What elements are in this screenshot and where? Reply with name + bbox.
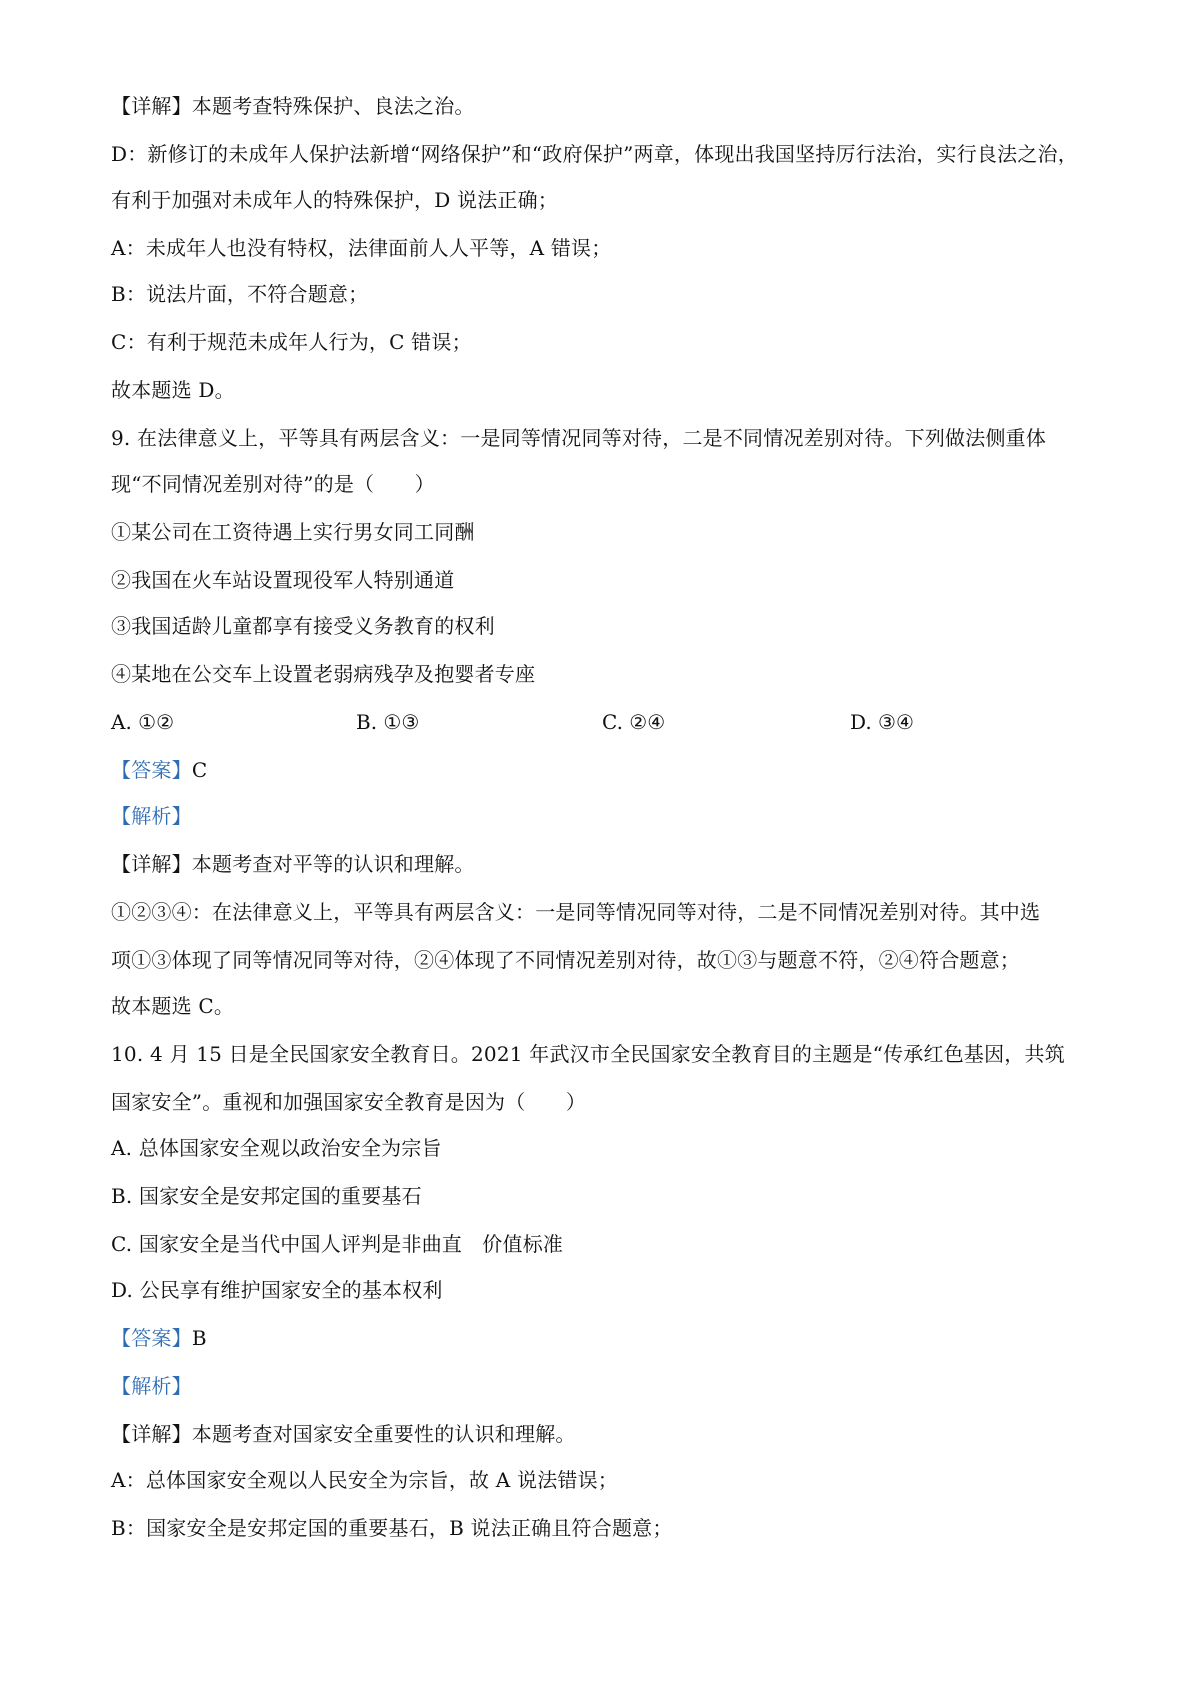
q10-answer-line — [111, 1324, 207, 1352]
analysis-tag: 【解析】 — [111, 804, 192, 828]
answer-value: C — [191, 758, 208, 782]
q9-option-a: A. ①② — [111, 710, 175, 734]
q10-option-b: B. 国家安全是安邦定国的重要基石 — [111, 1184, 422, 1208]
answer-tag: 【答案】 — [111, 1326, 192, 1350]
answer-tag: 【答案】 — [111, 758, 192, 782]
q9-answer-line — [111, 756, 207, 784]
conclusion-line: 故本题选 D。 — [111, 378, 235, 402]
explanation-line-d-cont: 有利于加强对未成年人的特殊保护，D 说法正确； — [111, 188, 558, 212]
q10-explanation-line-b: B：国家安全是安邦定国的重要基石，B 说法正确且符合题意； — [111, 1516, 673, 1540]
q10-option-d: D. 公民享有维护国家安全的基本权利 — [111, 1278, 443, 1302]
q10-detail-line: 【详解】本题考查对国家安全重要性的认识和理解。 — [111, 1422, 576, 1446]
q9-item-3: ③我国适龄儿童都享有接受义务教育的权利 — [111, 614, 495, 638]
q9-conclusion-line: 故本题选 C。 — [111, 994, 235, 1018]
q9-item-4: ④某地在公交车上设置老弱病残孕及抱婴者专座 — [111, 662, 536, 686]
q9-detail-line: 【详解】本题考查对平等的认识和理解。 — [111, 852, 475, 876]
q9-stem-line-2: 现“不同情况差别对待”的是（ ） — [111, 472, 435, 496]
explanation-line-b: B：说法片面，不符合题意； — [111, 282, 369, 306]
q9-option-b: B. ①③ — [356, 710, 420, 734]
detail-line: 【详解】本题考查特殊保护、良法之治。 — [111, 94, 475, 118]
q10-option-c: C. 国家安全是当代中国人评判是非曲直 价值标准 — [111, 1232, 564, 1256]
explanation-line-a: A：未成年人也没有特权，法律面前人人平等，A 错误； — [111, 236, 612, 260]
q10-explanation-line-a: A：总体国家安全观以人民安全为宗旨，故 A 说法错误； — [111, 1468, 619, 1492]
q10-stem-line-2: 国家安全”。重视和加强国家安全教育是因为（ ） — [111, 1090, 587, 1114]
q9-item-1: ①某公司在工资待遇上实行男女同工同酬 — [111, 520, 475, 544]
q10-stem-line-1: 10. 4 月 15 日是全民国家安全教育日。2021 年武汉市全民国家安全教育目的主题是“传承红色基因，共筑 — [111, 1042, 1065, 1066]
q9-stem-line-1: 9. 在法律意义上，平等具有两层含义：一是同等情况同等对待，二是不同情况差别对待。下列做法侧重体 — [111, 426, 1047, 450]
analysis-tag: 【解析】 — [111, 1374, 192, 1398]
explanation-line-d: D：新修订的未成年人保护法新增“网络保护”和“政府保护”两章，体现出我国坚持厉行法治，实行良法之治， — [111, 142, 1078, 166]
q9-explanation-line-2: 项①③体现了同等情况同等对待，②④体现了不同情况差别对待，故①③与题意不符，②④符合题意； — [111, 948, 1020, 972]
q9-option-d: D. ③④ — [850, 710, 914, 734]
q9-item-2: ②我国在火车站设置现役军人特别通道 — [111, 568, 455, 592]
answer-value: B — [191, 1326, 207, 1350]
explanation-line-c: C：有利于规范未成年人行为，C 错误； — [111, 330, 472, 354]
q10-option-a: A. 总体国家安全观以政治安全为宗旨 — [111, 1136, 442, 1160]
q9-explanation-line-1: ①②③④：在法律意义上，平等具有两层含义：一是同等情况同等对待，二是不同情况差别对待。其中选 — [111, 900, 1041, 924]
q9-option-c: C. ②④ — [602, 710, 666, 734]
